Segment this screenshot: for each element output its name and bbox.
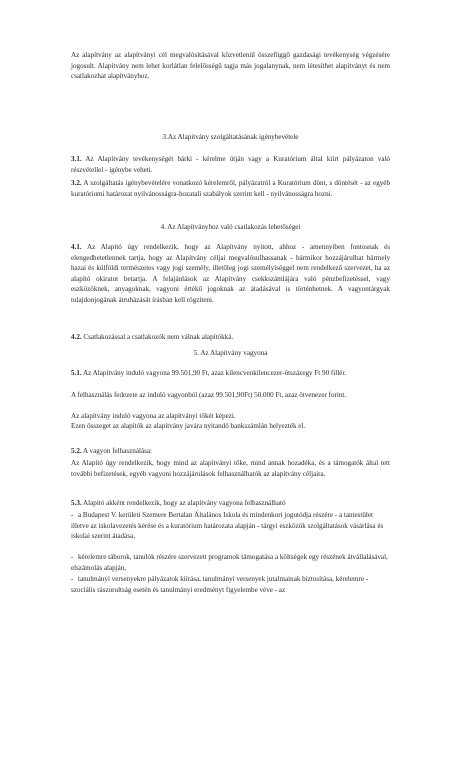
bullet-dash-icon: - bbox=[71, 575, 74, 583]
paragraph-5-3-number: 5.3. bbox=[71, 499, 82, 507]
paragraph-4-2 bbox=[71, 332, 390, 343]
bullet-dash-icon: - bbox=[71, 511, 74, 519]
paragraph-5-1-text: Az Alapítvány induló vagyona 99.501,90 Ft, azaz kilencvenkilencezer-ötszázegy Ft 90 fillér. bbox=[83, 369, 347, 377]
paragraph-5-3 bbox=[71, 498, 390, 509]
paragraph-3-2-text: A szolgáltatás igénybevételére vonatkozó kérelemről, pályázatról a Kuratórium dönt, s döntését - az egyéb kuratóriumi határozat nyilvánosságra-hozatali szabályok szerint kell - nyilvánosságra hozni. bbox=[71, 179, 390, 198]
list-item bbox=[71, 510, 390, 542]
list-item-text: kérelemre táborok, tanulók részére szervezett programok támogatása a költségek egy részének átvállalásával, elszámolás alapján, bbox=[71, 553, 388, 572]
paragraph-5-1-number: 5.1. bbox=[71, 369, 82, 377]
paragraph-4-2-number: 4.2. bbox=[71, 333, 82, 341]
paragraph-5-1-funding: A felhasználás fedezete az induló vagyonból (azaz 99.501,90Ft) 50.000 Ft, azaz ötvenezer forint. bbox=[71, 391, 347, 399]
paragraph-5-2-text: A vagyon felhasználása: bbox=[83, 447, 152, 455]
paragraph-5-2 bbox=[71, 446, 390, 457]
paragraph-4-1-number: 4.1. bbox=[71, 243, 82, 251]
bullet-dash-icon: - bbox=[71, 553, 74, 561]
paragraph-4-1-text: Az Alapító úgy rendelkezik, hogy az Alapítvány nyitott, ahhoz - amennyiben fontosnak és elengedhetetlennek tartja, hogy az Alapítvány céljai megvalósulhassanak - bármikor hozzájárulhat bármely hazai és külföldi természetes vagy jogi személy, illetőleg jogi személyiséggel nem rendelkező szervezet, ha az alapító okiratot betartja. A felajánlások az Alapítvány csekkszámlájára való pénzbefizetéssel, vagy eszközöknek, anyagoknak, vagyoni értékű jogoknak az átadásával is történhetnek. A vagyontárgyak tulajdonjogának átruházását írásban kell rögzíteni. bbox=[71, 243, 390, 304]
list-item bbox=[71, 574, 390, 595]
paragraph-3-1 bbox=[71, 154, 390, 175]
paragraph-3-2 bbox=[71, 178, 390, 199]
section-3-heading: 3.Az Alapítvány szolgáltatásának igénybevétele bbox=[162, 133, 299, 141]
paragraph-5-1-capital: Az alapítvány induló vagyona az alapítványi tőkét képezi. bbox=[71, 412, 236, 420]
section-4-heading: 4. Az Alapítványhoz való csatlakozás lehetőségei bbox=[160, 223, 301, 231]
paragraph-5-2-body: Az Alapító úgy rendelkezik, hogy mind az alapítványi tőke, mind annak hozadéka, és a támogatók által tett további befizetések, egyéb vagyoni hozzájárulások felhasználhatók az alapítvány céljaira. bbox=[71, 459, 390, 478]
paragraph-5-1-deposit: Ezen összeget az alapítók az alapítvány javára nyitandó bankszámlán helyezték el. bbox=[71, 422, 306, 430]
list-item-text: a Budapest V. kerületi Szemere Bertalan Általános Iskola és mindenkori jogutódja részére - a tantestület illetve az iskolavezetés kérése és a kuratórium határozata alapján - tárgyi eszközök szolgáltatások vásárlása és iskolai szerint átadása, bbox=[71, 511, 384, 541]
section-5-heading: 5. Az Alapítvány vagyona bbox=[193, 349, 268, 357]
paragraph-3-1-number: 3.1. bbox=[71, 155, 82, 163]
paragraph-4-2-text: Csatlakozással a csatlakozók nem válnak alapítókká. bbox=[83, 333, 234, 341]
list-item bbox=[71, 552, 390, 573]
paragraph-4-1 bbox=[71, 242, 390, 306]
paragraph-5-1 bbox=[71, 368, 390, 379]
paragraph-3-1-text: Az Alapítvány tevékenységét bárki - kérelme útján vagy a Kuratórium által kiírt pályázaton való részvétellel - igénybe veheti. bbox=[71, 155, 390, 174]
intro-paragraph: Az alapítvány az alapítványi cél megvalósításával közvetlenül összefüggő gazdasági tevékenység végzésére jogosult. Alapítvány nem lehet korlátlan felelősségű tagja más jogalanynak, nem létesíthet alapítványt és nem csatlakozhat alapítványhoz. bbox=[71, 51, 390, 81]
paragraph-5-3-text: Alapító akként rendelkezik, hogy az alapítvány vagyona felhasználható bbox=[83, 499, 286, 507]
paragraph-5-2-number: 5.2. bbox=[71, 447, 82, 455]
paragraph-3-2-number: 3.2. bbox=[71, 179, 82, 187]
list-item-text: tanulmányi versenyekre pályázatok kiírása, tanulmányi versenyek jutalmainak biztosítása, kérelemre - szociális rászorultság esetén és tanulmányi eredményt figyelembe véve - az bbox=[71, 575, 369, 594]
